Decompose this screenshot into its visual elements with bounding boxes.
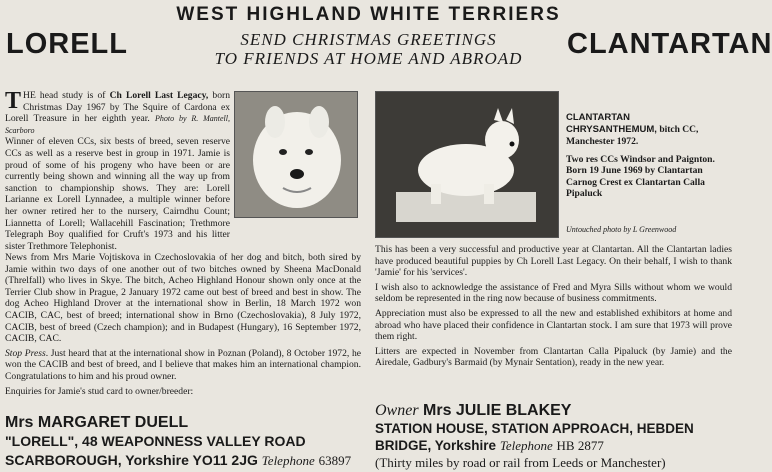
christmas-greeting — [150, 30, 587, 68]
owner-name: MARGARET DUELL — [37, 414, 189, 431]
drop-cap: T — [5, 88, 22, 114]
caption-title-4: Manchester 1972. — [566, 136, 639, 147]
greeting-line-2: TO FRIENDS AT HOME AND ABROAD — [214, 49, 523, 68]
intro-tail: born Christmas Day 1967 by The Squire of Cardona ex Lorell Treasure in her eighth year. — [5, 90, 230, 125]
clantartan-telephone-label: Telephone — [499, 438, 553, 453]
owner-label: Owner — [375, 402, 419, 419]
left-kennel-name: LORELL — [6, 28, 128, 60]
clantartan-para-3: Appreciation must also be expressed to all the new and established exhibitors at home and abroad who have placed their confidence in Clantartan stock. I am sure that 1973 will prove them right. — [375, 307, 732, 343]
address-line: SCARBOROUGH, Yorkshire YO11 2JG — [5, 452, 258, 468]
photo-credit-clantartan: Untouched photo by L Greenwood — [566, 224, 677, 234]
westie-head-icon — [235, 92, 357, 217]
clantartan-address-1: STATION HOUSE, STATION APPROACH, HEBDEN — [375, 421, 694, 436]
clantartan-caption — [566, 112, 732, 235]
telephone-label: Telephone — [261, 453, 315, 468]
clantartan-para-2: I wish also to acknowledge the assistance of Fred and Myra Sills without whom we would seldom be represented in the ring now because of business commitments. — [375, 281, 732, 305]
clantartan-body — [375, 244, 732, 372]
caption-title-2: CHRYSANTHEMUM, — [566, 123, 657, 135]
clantartan-owner — [375, 402, 571, 420]
lorell-intro — [5, 90, 230, 255]
caption-title-1: CLANTARTAN — [566, 112, 631, 123]
lorell-para-3: . Just heard that at the international show in Poznan (Poland), 8 October 1972, he won the CACIB and best of breed, and I believe that makes him an international champion. Congratulations to him and his proud owner. — [5, 347, 361, 382]
caption-title-3: bitch CC, — [656, 124, 699, 135]
lorell-owner — [5, 414, 188, 432]
enquiries-line: Enquiries for Jamie's stud card to owner/breeder: — [5, 385, 194, 397]
lorell-para-2: News from Mrs Marie Vojtiskova in Czechoslovakia of her dog and bitch, both sired by Jamie within two days of one another out of two bitches owned by Sheena MacDonald (Threlfall) who lives in Skye. The bitch, Acheo Highland Honour shown only once at the Terrier Club show in Prague, 2 January 1972 came out best of breed and best in show. The dog Acheo Highland Drover at the international show in Berlin, 18 March 1972 won CACIB, CAC, best of breed; international show in Brno (Czechoslovakia), 8 July 1972, CACIB, best of breed (Czech champion); and in Budapest (Hungary), 16 September 1972, CACIB, CAC. — [5, 252, 361, 345]
clantartan-para-4: Litters are expected in November from Clantartan Calla Pipaluck (by Jamie) and the Airedale, Gadbury's Barmaid (by Mynair Sentation), ready in the new year. — [375, 345, 732, 369]
clantartan-telephone-number: HB 2877 — [556, 438, 604, 453]
telephone-number: 63897 — [318, 453, 352, 468]
clantartan-distance: (Thirty miles by road or rail from Leeds or Manchester) — [375, 455, 666, 470]
westie-standing-icon — [376, 92, 558, 237]
clantartan-address-line: BRIDGE, Yorkshire — [375, 438, 497, 453]
banner-title: WEST HIGHLAND WHITE TERRIERS — [176, 4, 561, 25]
owner-prefix: Mrs — [5, 414, 38, 431]
lorell-para-1: Winner of eleven CCs, six bests of breed, seven reserve CCs as well as a reserve best in group in 1971. Jamie is proud of some of his progeny who have been or are currently being shown and winning all the way up from sanction to championship shows. They are: Lorell Larianne ex Lorell Lynnadee, a multiple winner before her owner retired her to the nursery, Cairndhu Count; Liannetta of Lorell; Wallacehill Fascination; Trethmore Telegraph Boy qualified for Cruft's 1973 and his litter sister Trethmore Telephonist. — [5, 136, 230, 252]
caption-body: Two res CCs Windsor and Paignton. Born 19 June 1969 by Clantartan Carnog Crest ex Clantartan Calla Pipaluck — [566, 153, 715, 199]
lorell-body — [5, 252, 361, 400]
clantartan-owner-name: Mrs JULIE BLAKEY — [418, 402, 572, 419]
clantartan-para-1: This has been a very successful and productive year at Clantartan. All the Clantartan ladies have produced beautiful puppies by Ch Lorell Last Legacy. On their behalf, I wish to thank 'Jamie' for his 'services'. — [375, 244, 732, 279]
dog-name: Ch Lorell Last Legacy, — [109, 90, 209, 101]
stop-press-label: Stop Press — [5, 347, 46, 359]
photo-credit-lorell: Photo by R. Mantell, Scarboro — [5, 114, 230, 135]
intro-text: HE head study is of — [23, 90, 110, 101]
lorell-address-1: "LORELL", 48 WEAPONNESS VALLEY ROAD — [5, 433, 306, 449]
clantartan-dog-photo — [375, 91, 559, 238]
right-kennel-name: CLANTARTAN — [567, 28, 772, 60]
lorell-dog-photo — [234, 91, 358, 218]
greeting-line-1: SEND CHRISTMAS GREETINGS — [240, 30, 497, 49]
lorell-address-2 — [5, 452, 351, 469]
clantartan-address-2 — [375, 438, 604, 454]
